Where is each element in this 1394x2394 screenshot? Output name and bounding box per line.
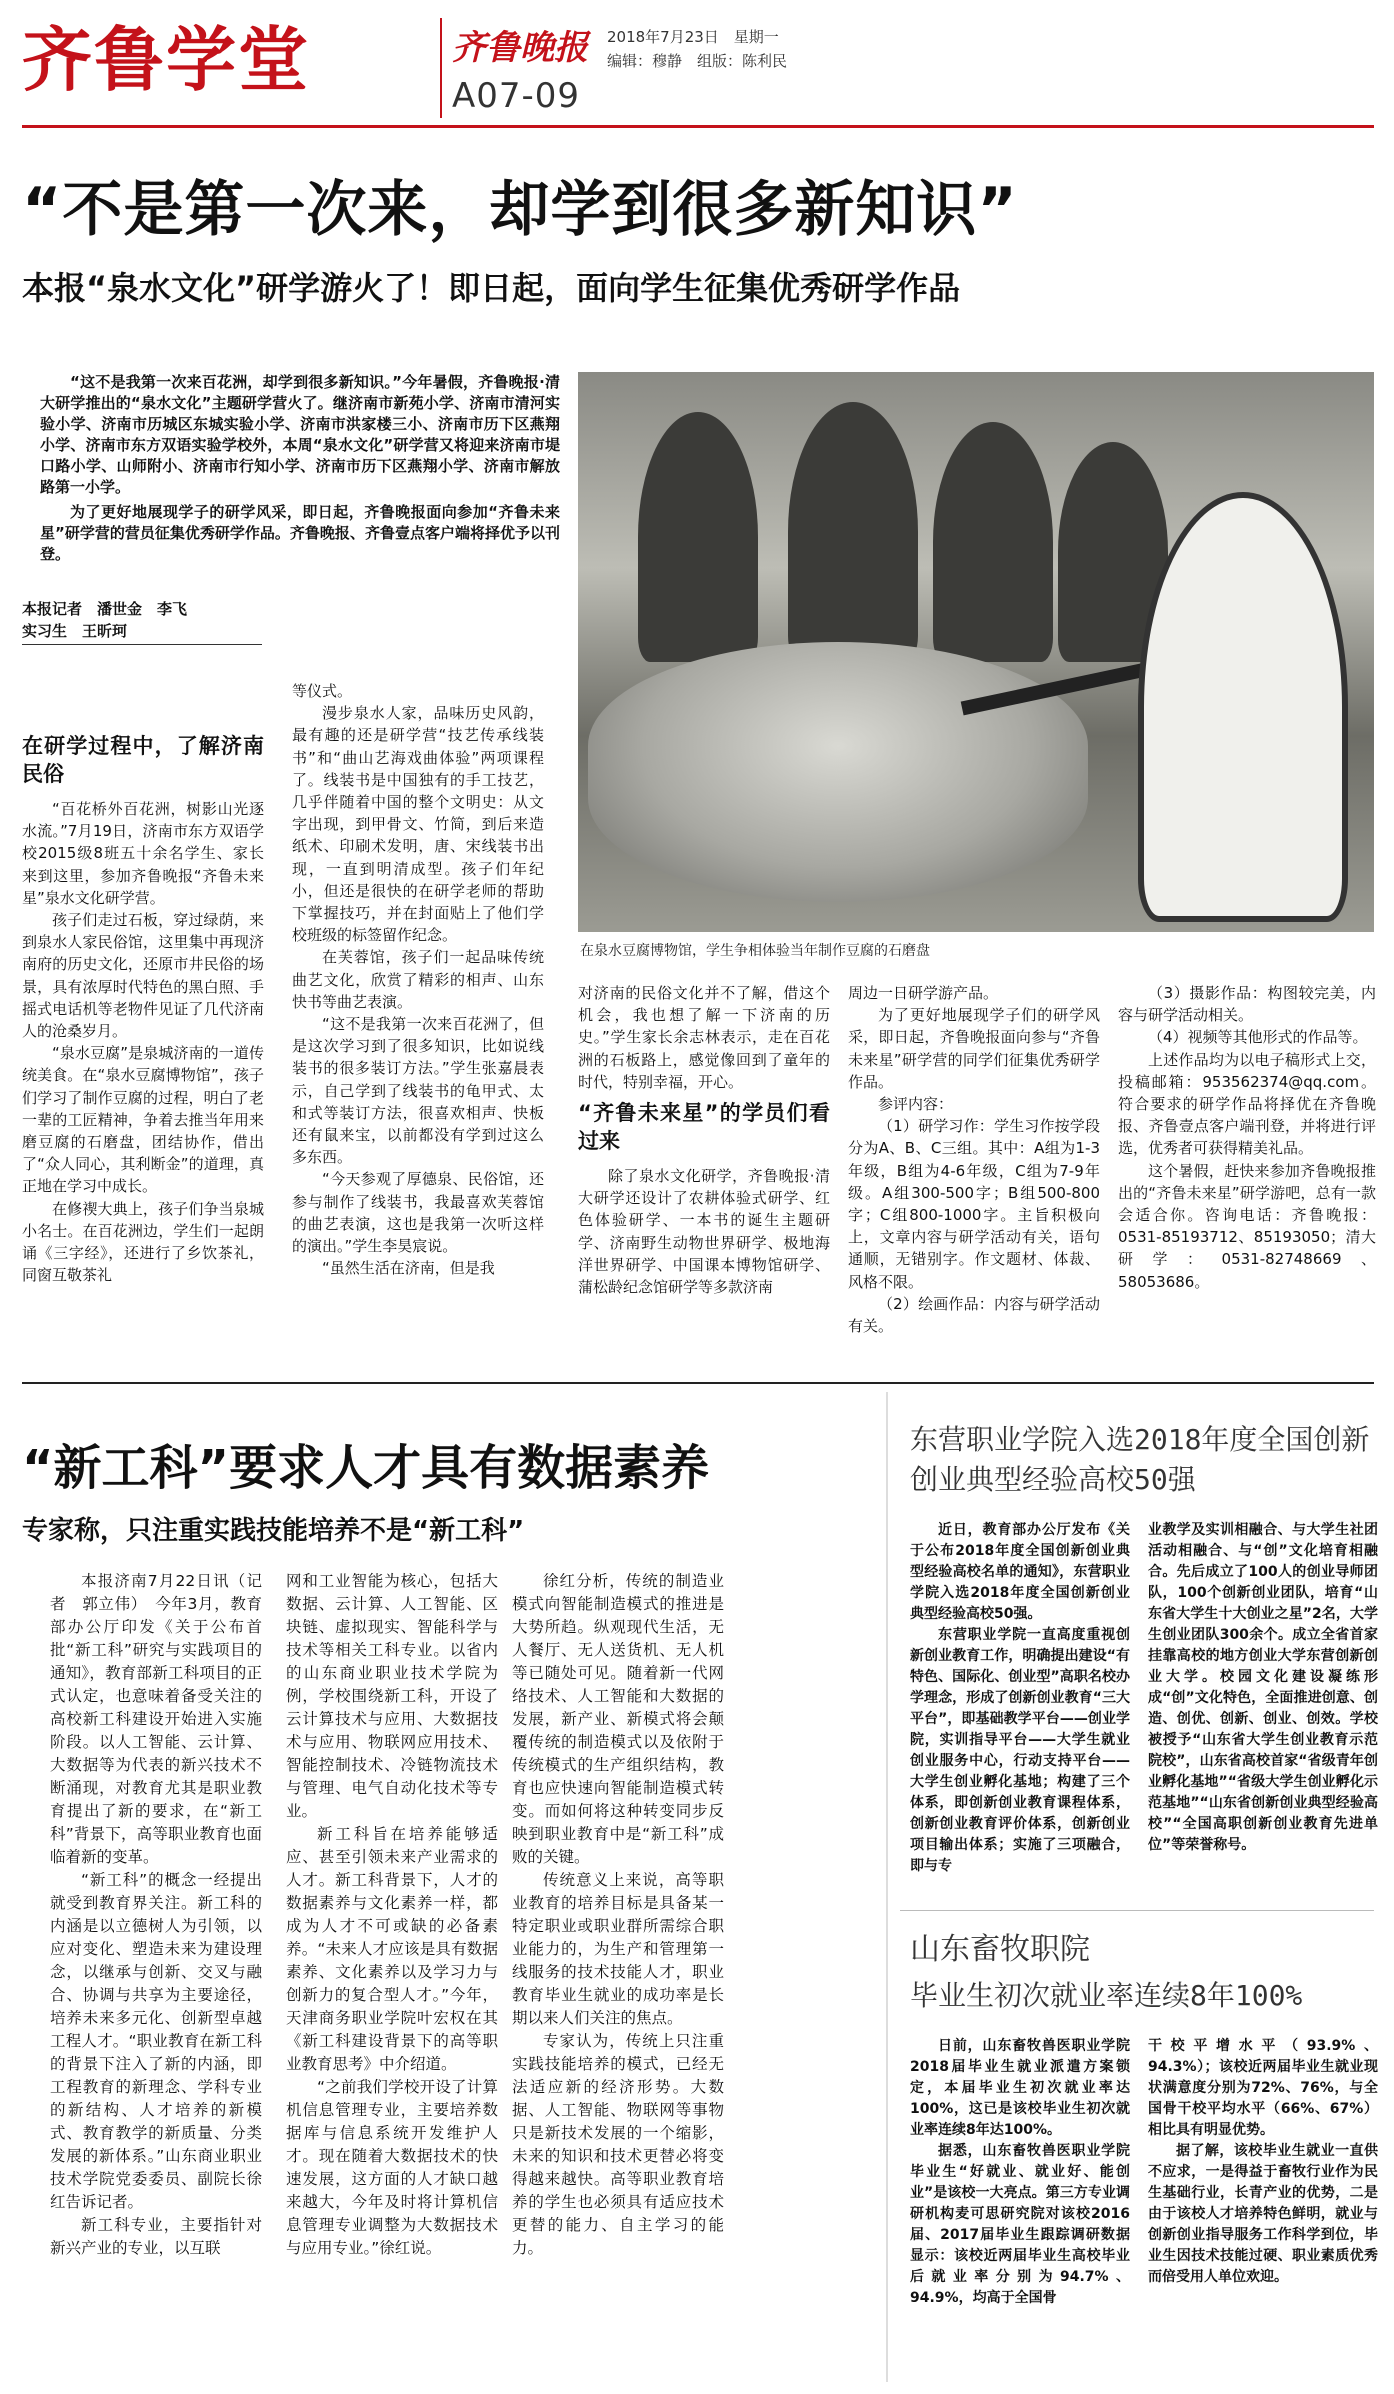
brief2-column-2: 干校平增水平（93.9%、94.3%）；该校近两届毕业生就业现状满意度分别为72%、76%，与全国骨干校平均水平（66%、67%）相比具有明显优势。 据了解，该校毕业生就业一直供不应求，一是得益于畜牧行业作为民生基础行业，长青产业的优势，二是由于该校人才培养特色鲜明，就业与创新创业指导服务工作科学到位，毕业生因技术技能过硬、职业素质优秀而倍受用人单位欢迎。 [1148,2038,1378,2285]
lead-column-4: 周边一日研学游产品。 为了更好地展现学子们的研学风采，即日起，齐鲁晚报面向参与“齐鲁未来星”研学营的同学们征集优秀研学作品。 参评内容： （1）研学习作：学生习作按学段分为A、B、C三组。其中：A组为1-3年级，B组为4-6年级，C组为7-9年级。A组300-500字；B组500-800字；C组800-1000字。主旨积极向上，文章内容与研学活动有关，语句通顺，无错别字。作文题材、体裁、风格不限。 （2）绘画作品：内容与研学活动有关。 [848,984,1100,1336]
second-column-3: 徐红分析，传统的制造业模式向智能制造模式的推进是大势所趋。纵观现代生活，无人餐厅、无人送货机、无人机等已随处可见。随着新一代网络技术、人工智能和大数据的发展，新产业、新模式将会颠覆传统的制造模式以及依附于传统模式的生产组织结构，教育也应快速向智能制造模式转变。而如何将这种转变同步反映到职业教育中是“新工科”成败的关键。 传统意义上来说，高等职业教育的培养目标是具备某一特定职业或职业群所需综合职业能力的，为生产和管理第一线服务的技术技能人才，职业教育毕业生就业的成功率是长期以来人们关注的焦点。 专家认为，传统上只注重实践技能培养的模式，已经无法适应新的经济形势。大数据、人工智能、物联网等事物只是新技术发展的一个缩影，未来的知识和技术更替必将变得越来越快。高等职业教育培养的学生也必须具有适应技术更替的能力、自主学习的能力。 [512,1572,724,2257]
brief1-column-1: 近日，教育部办公厅发布《关于公布2018年度全国创新创业典型经验高校名单的通知》，东营职业学院入选2018年度全国创新创业典型经验高校50强。 东营职业学院一直高度重视创新创业教育工作，明确提出建设“有特色、国际化、创业型”高职名校办学理念，形成了创新创业教育“三大平台”，即基础教学平台——创业学院，实训指导平台——大学生就业创业服务中心，行动支持平台——大学生创业孵化基地；构建了三个体系，即创新创业教育课程体系，创新创业教育评价体系，创新创业项目输出体系；实施了三项融合，即与专 [910,1522,1130,1874]
brief2-column-1: 日前，山东畜牧兽医职业学院2018届毕业生就业派遣方案锁定，本届毕业生初次就业率达100%，这已是该校毕业生初次就业率连续8年达100%。 据悉，山东畜牧兽医职业学院毕业生“好就业、就业好、能创业”是该校一大亮点。第三方专业调研机构麦可思研究院对该校2016届、2017届毕业生跟踪调研数据显示：该校近两届毕业生高校毕业后就业率分别为94.7%、94.9%，均高于全国骨 [910,2038,1130,2306]
second-column-1: 本报济南7月22日讯（记者 郭立伟） 今年3月，教育部办公厅印发《关于公布首批“新工科”研究与实践项目的通知》，教育部新工科项目的正式认定，也意味着备受关注的高校新工科建设开始进入实施阶段。以人工智能、云计算、大数据等为代表的新兴技术不断涌现，对教育尤其是职业教育提出了新的要求，在“新工科”背景下，高等职业教育也面临着新的变革。 “新工科”的概念一经提出就受到教育界关注。新工科的内涵是以立德树人为引领，以应对变化、塑造未来为建设理念，以继承与创新、交叉与融合、协调与共享为主要途径，培养未来多元化、创新型卓越工程人才。“职业教育在新工科的背景下注入了新的内涵，即工程教育的新理念、学科专业的新结构、人才培养的新模式、教育教学的新质量、分类发展的新体系。”山东商业职业技术学院党委委员、副院长徐红告诉记者。 新工科专业，主要指针对新兴产业的专业，以互联 [50,1572,262,2257]
lead-intro [40,372,560,569]
editor-credit: 编辑：穆静 组版：陈利民 [607,52,788,70]
page-number: A07-09 [452,76,581,116]
masthead-rule [22,125,1374,128]
intro-paragraph: “这不是我第一次来百花洲，却学到很多新知识。”今年暑假，齐鲁晚报·清大研学推出的“泉水文化”主题研学营火了。继济南市新苑小学、济南市清河实验小学、济南市历城区东城实验小学、济南市洪家楼三小、济南市历下区燕翔小学、济南市东方双语实验学校外，本周“泉水文化”研学营又将迎来济南市堤口路小学、山师附小、济南市行知小学、济南市历下区燕翔小学、济南市解放路第一小学。 [40,373,560,496]
millstone [588,642,1088,902]
second-subhead: 专家称，只注重实践技能培养不是“新工科” [22,1516,525,1546]
issue-date: 2018年7月23日 星期一 [607,28,779,46]
brief-rule [900,1910,1374,1911]
masthead [22,14,1382,124]
section-heading: “齐鲁未来星”的学员们看过来 [578,1101,830,1154]
intro-paragraph: 为了更好地展现学子的研学风采，即日起，齐鲁晚报面向参加“齐鲁未来星”研学营的营员征集优秀研学作品。齐鲁晚报、齐鲁壹点客户端将择优予以刊登。 [40,503,560,563]
second-headline: “新工科”要求人才具有数据素养 [22,1440,710,1496]
section-title: 齐鲁学堂 [22,19,310,101]
lead-column-5: （3）摄影作品：构图较完美，内容与研学活动相关。 （4）视频等其他形式的作品等。 上述作品均为以电子稿形式上交，投稿邮箱：953562374@qq.com。符合要求的研学作品将择优在齐鲁晚报、齐鲁壹点客户端刊登，并将进行评选，优秀者可获得精美礼品。 这个暑假，赶快来参加齐鲁晚报推出的“齐鲁未来星”研学游吧，总有一款会适合你。咨询电话：齐鲁晚报：0531-85193712、85193050；清大研学：0531-82748669、58053686。 [1118,984,1376,1291]
brief2-subheadline: 毕业生初次就业率连续8年100% [910,1979,1303,2012]
photo-caption: 在泉水豆腐博物馆，学生争相体验当年制作豆腐的石磨盘 [580,943,930,959]
second-column-2: 网和工业智能为核心，包括大数据、云计算、人工智能、区块链、虚拟现实、智能科学与技术等相关工科专业。以省内的山东商业职业技术学院为例，学校围绕新工科，开设了云计算技术与应用、大数据技术与应用、物联网应用技术、智能控制技术、冷链物流技术与管理、电气自动化技术等专业。 新工科旨在培养能够适应、甚至引领未来产业需求的人才。新工科背景下，人才的数据素养与文化素养一样，都成为人才不可或缺的必备素养。“未来人才应该是具有数据素养、文化素养以及学习力与创新力的复合型人才。”今年，天津商务职业学院叶宏权在其《新工科建设背景下的高等职业教育思考》中介绍道。 “之前我们学校开设了计算机信息管理专业，主要培养数据库与信息系统开发维护人才。现在随着大数据技术的快速发展，这方面的人才缺口越来越大，今年及时将计算机信息管理专业调整为大数据技术与应用专业。”徐红说。 [286,1572,498,2257]
section-rule [22,1382,1374,1384]
brand-logo: 齐鲁晚报 [452,28,588,68]
lead-subhead: 本报“泉水文化”研学游火了！即日起，面向学生征集优秀研学作品 [22,269,961,307]
column-divider [886,1392,888,2382]
lead-column-3: 对济南的民俗文化并不了解，借这个机会，我也想了解一下济南的历史。”学生家长余志林表示，走在百花洲的石板路上，感觉像回到了童年的时代，特别幸福，开心。 “齐鲁未来星”的学员们看过来 除了泉水文化研学，齐鲁晚报·清大研学还设计了农耕体验式研学、红色体验研学、一本书的诞生主题研学、济南野生动物世界研学、极地海洋世界研学、中国课本博物馆研学、蒲松龄纪念馆研学等多款济南 [578,984,830,1297]
lead-headline: “不是第一次来，却学到很多新知识” [22,175,1018,245]
lead-column-2: 等仪式。 漫步泉水人家，品味历史风韵，最有趣的还是研学营“技艺传承线装书”和“曲山艺海戏曲体验”两项课程了。线装书是中国独有的手工技艺，几乎伴随着中国的整个文明史：从文字出现，到甲骨文、竹简，到后来造纸术、印刷术发明，唐、宋线装书出现，一直到明清成型。孩子们年纪小，但还是很快的在研学老师的帮助下掌握技巧，并在封面贴上了他们学校班级的标签留作纪念。 在芙蓉馆，孩子们一起品味传统曲艺文化，欣赏了精彩的相声、山东快书等曲艺表演。 “这不是我第一次来百花洲了，但是这次学习到了很多知识，比如说线装书的很多装订方法。”学生张嘉晨表示，自己学到了线装书的龟甲式、太和式等装订方法，很喜欢相声、快板还有鼠来宝，以前都没有学到过这么多东西。 “今天参观了厚德泉、民俗馆，还参与制作了线装书，我最喜欢芙蓉馆的曲艺表演，这也是我第一次听这样的演出。”学生李昊宸说。 “虽然生活在济南，但是我 [292,682,544,1278]
lead-photo [578,372,1374,932]
byline: 本报记者 潘世金 李飞 实习生 王昕珂 [22,598,262,645]
brief2-headline: 山东畜牧职院 [910,1932,1090,1967]
lead-column-1: 在研学过程中，了解济南民俗 “百花桥外百花洲，树影山光逐水流。”7月19日，济南市东方双语学校2015级8班五十余名学生、家长来到这里，参加齐鲁晚报“齐鲁未来星”泉水文化研学营。 孩子们走过石板，穿过绿荫，来到泉水人家民俗馆，这里集中再现济南府的历史文化，还原市井民俗的场景，具有浓厚时代特色的黑白照、手摇式电话机等老物件见证了几代济南人的沧桑岁月。 “泉水豆腐”是泉城济南的一道传统美食。在“泉水豆腐博物馆”，孩子们学习了制作豆腐的过程，明白了老一辈的工匠精神，争着去推当年用来磨豆腐的石磨盘，团结协作，借出了“众人同心，其利断金”的道理，真正地在学习中成长。 在修禊大典上，孩子们争当泉城小名士。在百花洲边，学生们一起朗诵《三字经》，还进行了乡饮茶礼，同窗互敬茶礼 [22,734,264,1285]
section-heading: 在研学过程中，了解济南民俗 [22,734,264,786]
brief1-headline: 东营职业学院入选2018年度全国创新创业典型经验高校50强 [910,1423,1370,1496]
masthead-divider [440,18,442,118]
brief1-column-2: 业教学及实训相融合、与大学生社团活动相融合、与“创”文化培育相融合。先后成立了100人的创业导师团队，100个创新创业团队，培育“山东省大学生十大创业之星”2名，大学生创业团队300余个。成立全省首家挂靠高校的地方创业大学东营创新创业大学。校园文化建设凝练形成“创”文化特色，全面推进创意、创造、创优、创新、创业、创效。学校被授予“山东省大学生创业教育示范院校”，山东省高校首家“省级青年创业孵化基地”“省级大学生创业孵化示范基地”“山东省创新创业典型经验高校”“全国高职创新创业教育先进单位”等荣誉称号。 [1148,1522,1378,1853]
